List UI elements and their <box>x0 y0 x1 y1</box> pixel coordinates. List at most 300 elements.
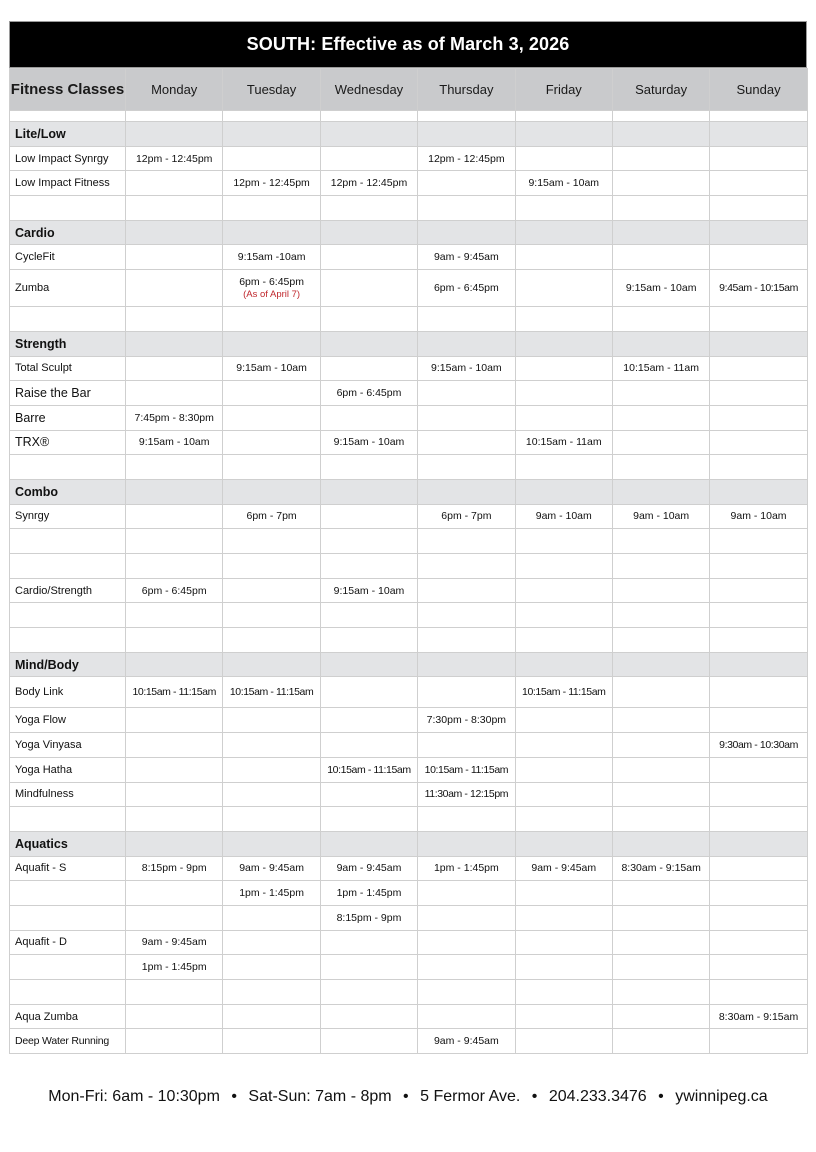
class-row <box>10 146 808 171</box>
time-cell <box>710 356 807 381</box>
time-cell: 12pm - 12:45pm <box>418 146 515 171</box>
time-cell <box>418 405 515 430</box>
class-name: Yoga Hatha <box>10 757 126 782</box>
time-cell <box>223 628 320 653</box>
time-cell <box>418 578 515 603</box>
time-cell <box>418 554 515 579</box>
time-cell <box>710 628 807 653</box>
class-name: Yoga Flow <box>10 708 126 733</box>
time-cell <box>710 245 807 270</box>
time-cell <box>515 381 612 406</box>
time-cell <box>126 708 223 733</box>
time-cell <box>320 782 417 807</box>
blank-row <box>10 455 808 480</box>
time-cell <box>126 831 223 856</box>
time-cell <box>418 733 515 758</box>
class-name: Deep Water Running <box>10 1029 126 1054</box>
time-cell <box>612 122 709 147</box>
time-cell <box>418 381 515 406</box>
time-cell <box>515 455 612 480</box>
time-cell <box>223 831 320 856</box>
time-cell: 10:15am - 11:15am <box>515 677 612 708</box>
time-cell <box>710 455 807 480</box>
day-header-sunday: Sunday <box>710 69 807 111</box>
time-cell <box>223 807 320 832</box>
time-cell <box>126 807 223 832</box>
time-cell <box>710 757 807 782</box>
time-cell: 9:15am - 10am <box>515 171 612 196</box>
time-cell: 8:30am - 9:15am <box>612 856 709 881</box>
time-cell <box>320 270 417 307</box>
time-cell <box>710 196 807 221</box>
class-row <box>10 881 808 906</box>
class-row <box>10 381 808 406</box>
time-cell <box>515 1029 612 1054</box>
time-cell <box>710 831 807 856</box>
time-cell: 9:15am - 10am <box>320 430 417 455</box>
time-cell <box>418 455 515 480</box>
time-cell <box>126 603 223 628</box>
time-cell: 10:15am - 11am <box>515 430 612 455</box>
class-name: Aquafit - D <box>10 930 126 955</box>
time-cell: 7:45pm - 8:30pm <box>126 405 223 430</box>
time-cell <box>223 1004 320 1029</box>
time-cell <box>223 578 320 603</box>
day-header-friday: Friday <box>515 69 612 111</box>
time-cell <box>515 270 612 307</box>
time-cell <box>418 196 515 221</box>
time-cell <box>710 381 807 406</box>
time-cell <box>612 652 709 677</box>
time-cell <box>612 1004 709 1029</box>
class-name: Aqua Zumba <box>10 1004 126 1029</box>
time-cell <box>320 146 417 171</box>
time-cell <box>320 220 417 245</box>
category-row <box>10 652 808 677</box>
bullet-separator: • <box>403 1088 409 1105</box>
time-cell <box>126 782 223 807</box>
time-cell <box>515 603 612 628</box>
time-cell <box>612 831 709 856</box>
class-row <box>10 733 808 758</box>
time-cell <box>126 331 223 356</box>
class-name: Mindfulness <box>10 782 126 807</box>
class-row <box>10 1029 808 1054</box>
website-link[interactable]: ywinnipeg.ca <box>675 1088 768 1105</box>
time-cell: 9am - 10am <box>612 504 709 529</box>
schedule-table <box>9 68 808 1054</box>
class-row <box>10 930 808 955</box>
time-cell <box>515 733 612 758</box>
time-cell <box>126 504 223 529</box>
time-cell: 9am - 10am <box>515 504 612 529</box>
class-name <box>10 628 126 653</box>
time-cell <box>320 980 417 1005</box>
time-cell <box>126 122 223 147</box>
time-cell <box>126 733 223 758</box>
time-cell <box>223 220 320 245</box>
time-cell <box>612 430 709 455</box>
time-cell: 1pm - 1:45pm <box>320 881 417 906</box>
time-cell <box>710 529 807 554</box>
class-row <box>10 856 808 881</box>
time-cell <box>612 733 709 758</box>
time-cell: 8:15pm - 9pm <box>320 905 417 930</box>
time-cell <box>710 554 807 579</box>
time-cell <box>710 930 807 955</box>
time-cell <box>320 733 417 758</box>
time-cell <box>126 381 223 406</box>
category-label: Combo <box>10 479 126 504</box>
time-cell <box>320 122 417 147</box>
blank-row <box>10 307 808 332</box>
time-cell <box>515 807 612 832</box>
time-cell <box>710 881 807 906</box>
time-cell <box>126 1004 223 1029</box>
time-cell <box>418 171 515 196</box>
blank-row <box>10 628 808 653</box>
time-cell <box>710 405 807 430</box>
class-row <box>10 504 808 529</box>
blank-row <box>10 807 808 832</box>
class-name <box>10 196 126 221</box>
time-cell: 9am - 9:45am <box>320 856 417 881</box>
time-cell <box>126 455 223 480</box>
time-cell <box>126 270 223 307</box>
cell <box>10 111 126 122</box>
time-cell <box>612 628 709 653</box>
class-row <box>10 270 808 307</box>
time-cell <box>710 479 807 504</box>
class-row <box>10 578 808 603</box>
time-cell <box>126 307 223 332</box>
time-cell: 10:15am - 11:15am <box>320 757 417 782</box>
time-cell <box>223 782 320 807</box>
time-cell: 10:15am - 11:15am <box>418 757 515 782</box>
time-cell <box>612 930 709 955</box>
time-cell <box>126 220 223 245</box>
time-cell <box>320 504 417 529</box>
time-cell: 6pm - 6:45pm <box>320 381 417 406</box>
time-cell <box>612 270 709 307</box>
time-cell <box>320 677 417 708</box>
time-cell <box>320 708 417 733</box>
time-cell <box>223 905 320 930</box>
time-cell: 11:30am - 12:15pm <box>418 782 515 807</box>
time-cell <box>418 677 515 708</box>
time-cell <box>612 405 709 430</box>
class-row <box>10 757 808 782</box>
cell <box>126 111 223 122</box>
time-cell <box>223 405 320 430</box>
bullet-separator: • <box>531 1088 538 1105</box>
time-cell <box>515 831 612 856</box>
time-cell <box>320 196 417 221</box>
time-cell <box>126 757 223 782</box>
time-slot: 9:15am - 10am <box>625 281 697 294</box>
time-cell <box>515 356 612 381</box>
class-name: Low Impact Fitness <box>10 171 126 196</box>
weekday-hours: Mon-Fri: 6am - 10:30pm <box>48 1088 220 1105</box>
time-cell <box>515 479 612 504</box>
category-row <box>10 831 808 856</box>
time-cell: 1pm - 1:45pm <box>223 881 320 906</box>
time-cell <box>612 881 709 906</box>
time-cell <box>515 220 612 245</box>
time-cell <box>612 807 709 832</box>
class-name: Body Link <box>10 677 126 708</box>
category-label: Mind/Body <box>10 652 126 677</box>
class-row <box>10 708 808 733</box>
time-cell <box>418 980 515 1005</box>
class-name: Low Impact Synrgy <box>10 146 126 171</box>
time-cell <box>418 930 515 955</box>
class-name: Raise the Bar <box>10 381 126 406</box>
day-header-saturday: Saturday <box>612 69 709 111</box>
time-cell <box>710 856 807 881</box>
time-cell <box>223 122 320 147</box>
cell <box>223 111 320 122</box>
class-row <box>10 677 808 708</box>
time-cell <box>515 578 612 603</box>
time-cell <box>126 479 223 504</box>
time-cell <box>126 356 223 381</box>
class-row <box>10 955 808 980</box>
cell <box>710 111 807 122</box>
time-cell: 9am - 10am <box>710 504 807 529</box>
time-cell <box>515 196 612 221</box>
class-name: Zumba <box>10 270 126 307</box>
time-cell <box>612 220 709 245</box>
class-name: Barre <box>10 405 126 430</box>
time-cell: 7:30pm - 8:30pm <box>418 708 515 733</box>
class-row <box>10 430 808 455</box>
footer-info <box>0 1088 816 1106</box>
time-cell: 9am - 9:45am <box>418 1029 515 1054</box>
time-cell <box>515 708 612 733</box>
time-cell: 8:15pm - 9pm <box>126 856 223 881</box>
time-cell <box>320 807 417 832</box>
time-cell: 8:30am - 9:15am <box>710 1004 807 1029</box>
time-cell: 10:15am - 11am <box>612 356 709 381</box>
time-cell: 6pm - 7pm <box>223 504 320 529</box>
time-cell <box>710 146 807 171</box>
class-name: CycleFit <box>10 245 126 270</box>
cell <box>418 111 515 122</box>
class-row <box>10 405 808 430</box>
schedule-sheet <box>9 21 807 1054</box>
time-cell <box>612 331 709 356</box>
time-cell: 9am - 9:45am <box>126 930 223 955</box>
day-header-tuesday: Tuesday <box>223 69 320 111</box>
time-cell <box>612 578 709 603</box>
time-cell: 9:15am -10am <box>223 245 320 270</box>
time-cell: 12pm - 12:45pm <box>126 146 223 171</box>
time-cell <box>418 603 515 628</box>
day-header-wednesday: Wednesday <box>320 69 417 111</box>
time-cell <box>320 307 417 332</box>
time-cell <box>515 245 612 270</box>
time-cell <box>223 331 320 356</box>
time-cell <box>515 955 612 980</box>
day-header-thursday: Thursday <box>418 69 515 111</box>
time-cell: 9am - 9:45am <box>223 856 320 881</box>
time-cell: 9:15am - 10am <box>418 356 515 381</box>
class-name <box>10 529 126 554</box>
class-name <box>10 881 126 906</box>
time-slot: 6pm - 6:45pm <box>239 275 304 288</box>
schedule-note: (As of April 7) <box>243 288 301 300</box>
time-cell <box>515 307 612 332</box>
time-cell <box>612 196 709 221</box>
class-name: Yoga Vinyasa <box>10 733 126 758</box>
class-row <box>10 1004 808 1029</box>
cell <box>515 111 612 122</box>
time-cell: 12pm - 12:45pm <box>320 171 417 196</box>
time-cell <box>223 733 320 758</box>
spacer-row <box>10 111 808 122</box>
time-cell <box>223 430 320 455</box>
time-cell <box>612 529 709 554</box>
header-row <box>10 69 808 111</box>
time-cell <box>710 955 807 980</box>
time-cell <box>320 405 417 430</box>
blank-row <box>10 603 808 628</box>
bullet-separator: • <box>231 1088 237 1105</box>
time-cell <box>515 122 612 147</box>
time-cell <box>223 955 320 980</box>
time-cell <box>418 1004 515 1029</box>
class-row <box>10 905 808 930</box>
time-cell <box>515 554 612 579</box>
class-name: Synrgy <box>10 504 126 529</box>
time-cell <box>710 307 807 332</box>
phone-number: 204.233.3476 <box>548 1088 647 1105</box>
time-cell: 9am - 9:45am <box>418 245 515 270</box>
time-cell <box>710 331 807 356</box>
class-name <box>10 307 126 332</box>
time-cell <box>320 455 417 480</box>
time-cell <box>223 146 320 171</box>
time-cell <box>710 1029 807 1054</box>
time-cell <box>515 757 612 782</box>
time-cell <box>515 652 612 677</box>
time-cell <box>515 405 612 430</box>
time-cell <box>418 652 515 677</box>
time-cell: 6pm - 6:45pm <box>126 578 223 603</box>
time-cell <box>418 955 515 980</box>
time-cell: 10:15am - 11:15am <box>126 677 223 708</box>
time-cell <box>612 905 709 930</box>
time-slot: 6pm - 6:45pm <box>433 281 499 294</box>
class-row <box>10 356 808 381</box>
schedule-title: SOUTH: Effective as of March 3, 2026 <box>9 21 807 68</box>
time-cell <box>710 807 807 832</box>
class-name <box>10 603 126 628</box>
class-name <box>10 955 126 980</box>
time-cell <box>418 905 515 930</box>
time-cell: 10:15am - 11:15am <box>223 677 320 708</box>
time-cell <box>418 307 515 332</box>
time-cell <box>418 628 515 653</box>
blank-row <box>10 554 808 579</box>
time-cell <box>418 831 515 856</box>
time-cell <box>515 628 612 653</box>
time-cell <box>710 430 807 455</box>
time-cell <box>710 578 807 603</box>
class-row <box>10 171 808 196</box>
category-label: Lite/Low <box>10 122 126 147</box>
time-cell: 1pm - 1:45pm <box>126 955 223 980</box>
time-cell <box>320 831 417 856</box>
time-cell <box>710 708 807 733</box>
time-cell <box>320 603 417 628</box>
time-cell <box>418 331 515 356</box>
class-name: Total Sculpt <box>10 356 126 381</box>
time-cell <box>126 1029 223 1054</box>
time-cell <box>223 455 320 480</box>
time-cell <box>320 245 417 270</box>
time-cell <box>126 171 223 196</box>
time-cell <box>320 955 417 980</box>
time-cell <box>223 980 320 1005</box>
time-cell <box>223 708 320 733</box>
time-cell <box>320 652 417 677</box>
time-cell <box>223 930 320 955</box>
time-cell <box>612 146 709 171</box>
category-label: Strength <box>10 331 126 356</box>
time-cell <box>223 270 320 307</box>
category-row <box>10 479 808 504</box>
time-cell <box>418 270 515 307</box>
time-cell <box>612 708 709 733</box>
time-slot: 9:45am - 10:15am <box>719 281 798 294</box>
time-cell <box>320 554 417 579</box>
time-cell: 1pm - 1:45pm <box>418 856 515 881</box>
time-cell <box>418 529 515 554</box>
time-cell <box>320 930 417 955</box>
time-cell <box>126 529 223 554</box>
time-cell <box>710 603 807 628</box>
time-cell <box>515 930 612 955</box>
time-cell <box>612 554 709 579</box>
schedule-body <box>10 111 808 1054</box>
time-cell <box>612 1029 709 1054</box>
weekend-hours: Sat-Sun: 7am - 8pm <box>248 1088 392 1105</box>
time-cell <box>612 381 709 406</box>
time-cell <box>612 955 709 980</box>
time-cell <box>418 807 515 832</box>
class-row <box>10 782 808 807</box>
time-cell <box>223 307 320 332</box>
time-cell: 9:30am - 10:30am <box>710 733 807 758</box>
time-cell <box>320 1029 417 1054</box>
class-name <box>10 905 126 930</box>
category-row <box>10 220 808 245</box>
class-name: TRX® <box>10 430 126 455</box>
blank-row <box>10 529 808 554</box>
class-name: Aquafit - S <box>10 856 126 881</box>
time-cell: 9am - 9:45am <box>515 856 612 881</box>
time-cell <box>612 603 709 628</box>
time-cell <box>710 270 807 307</box>
time-cell <box>710 980 807 1005</box>
time-cell <box>126 980 223 1005</box>
time-cell <box>126 554 223 579</box>
class-name <box>10 980 126 1005</box>
time-cell <box>223 554 320 579</box>
time-cell <box>612 782 709 807</box>
